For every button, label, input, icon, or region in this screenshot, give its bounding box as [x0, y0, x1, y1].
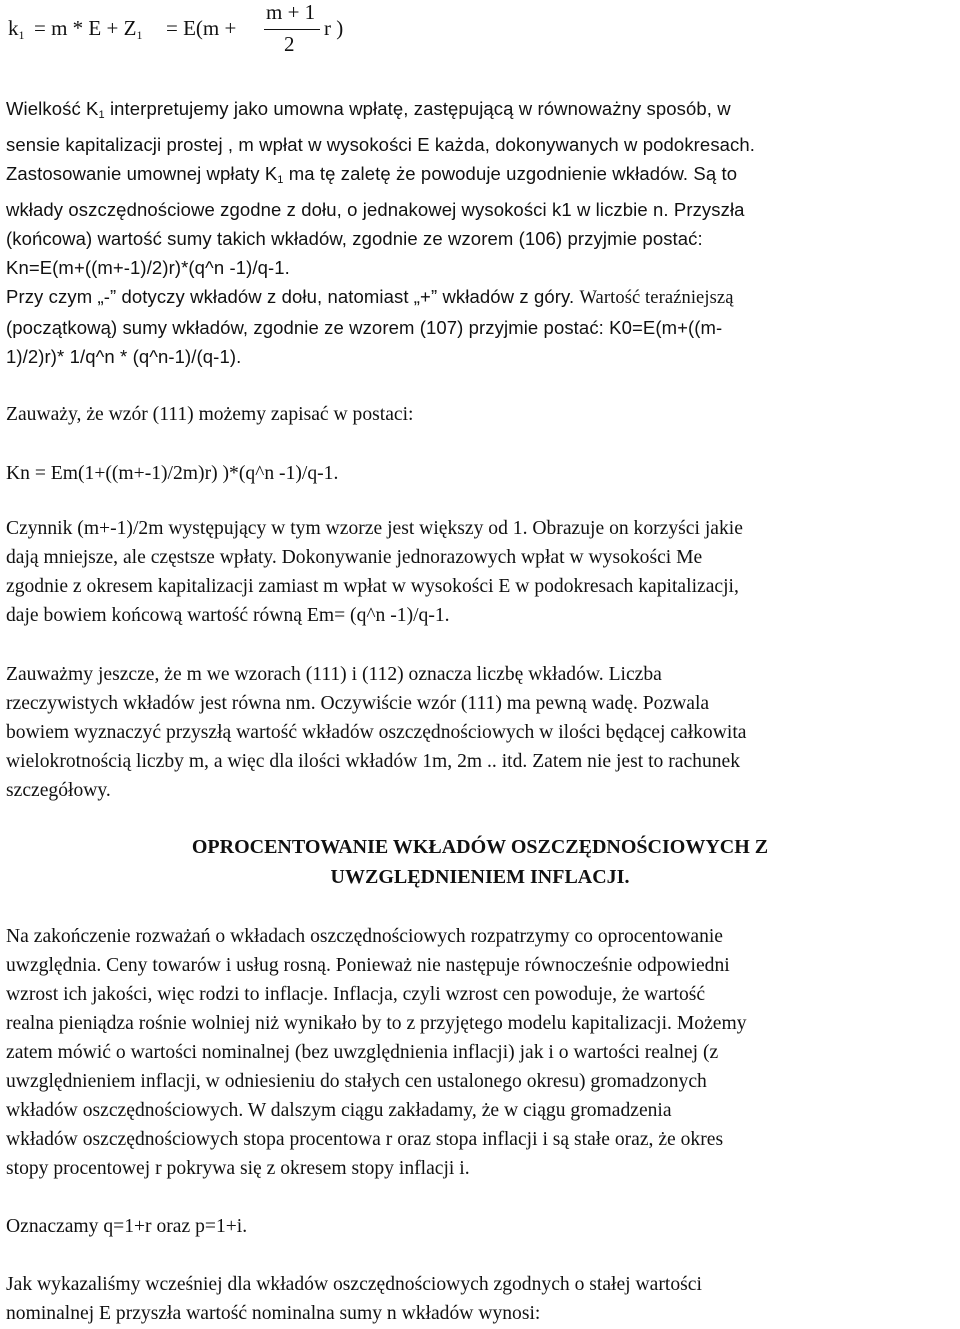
p5-line-2: rzeczywistych wkładów jest równa nm. Oczywiście wzór (111) ma pewną wadę. Pozwala — [6, 693, 710, 714]
p1-l7-a: Przy czym „-” dotyczy wkładów z dołu, natomiast „+” wkładów z góry. — [6, 286, 575, 307]
p5-line-5: szczegółowy. — [6, 780, 111, 801]
paragraph-czynnik — [6, 514, 956, 630]
p4-line-4: daje bowiem końcową wartość równą Em= (q^n -1)/q-1. — [6, 605, 450, 626]
formula-eq2: = E(m + — [166, 16, 237, 40]
formula-frac-denominator: 2 — [284, 32, 295, 56]
p1-line-8: (początkową) sumy wkładów, zgodnie ze wzorem (107) przyjmie postać: K0=E(m+((m- — [6, 317, 723, 338]
p1-line-6: Kn=E(m+((m+-1)/2)r)*(q^n -1)/q-1. — [6, 257, 290, 278]
heading-line-1: OPROCENTOWANIE WKŁADÓW OSZCZĘDNOŚCIOWYCH Z — [191, 836, 769, 858]
formula-k1 — [8, 0, 608, 62]
formula-frac-bar — [264, 29, 320, 30]
formula-eq1-text: = m * E + Z — [34, 16, 137, 40]
formula-frac-numerator: m + 1 — [266, 0, 316, 24]
formula-eq1 — [34, 16, 142, 43]
p1-line-2: sensie kapitalizacji prostej , m wpłat w wysokości E każda, dokonywanych w podokresach. — [6, 134, 756, 155]
p5-line-3: bowiem wyznaczyć przyszłą wartość wkładów oszczędnościowych w ilości będącej całkowita — [6, 722, 747, 743]
p6-line-6: uwzględnieniem inflacji, w odniesieniu do stałych cen ustalonego okresu) gromadzonych — [6, 1071, 707, 1092]
p1-line-5: (końcowa) wartość sumy takich wkładów, zgodnie ze wzorem (106) przyjmie postać: — [6, 228, 703, 249]
paragraph-zauwazmy — [6, 660, 956, 805]
p6-line-8: wkładów oszczędnościowych stopa procentowa r oraz stopa inflacji i są stałe oraz, że okres — [6, 1129, 724, 1150]
formula-z-sub: 1 — [136, 28, 143, 42]
p1-line-1 — [6, 94, 956, 130]
p4-line-2: dają mniejsze, ale częstsze wpłaty. Dokonywanie jednorazowych wpłat w wysokości Me — [6, 547, 703, 568]
p6-line-4: realna pieniądza rośnie wolniej niż wynikało by to z przyjętego modelu kapitalizacji. Możemy — [6, 1013, 747, 1034]
p5-line-4: wielokrotnością liczby m, a więc dla ilości wkładów 1m, 2m .. itd. Zatem nie jest to rachunek — [6, 751, 741, 772]
paragraph-jak-wykazalismy — [6, 1270, 956, 1328]
paragraph-wielkosc — [6, 94, 956, 371]
p6-line-7: wkładów oszczędnościowych. W dalszym ciągu zakładamy, że w ciągu gromadzenia — [6, 1100, 672, 1121]
formula-k-sub: 1 — [18, 28, 25, 42]
p1-line-7 — [6, 282, 956, 313]
paragraph-na-zakonczenie — [6, 922, 956, 1183]
formula-tail: r ) — [324, 16, 344, 40]
p1-l3-b: ma tę zaletę że powoduje uzgodnienie wkładów. Są to — [283, 163, 738, 184]
p1-line-9: 1)/2)r)* 1/q^n * (q^n-1)/(q-1). — [6, 346, 242, 367]
p1-l1-sub: 1 — [98, 109, 105, 121]
p4-line-1: Czynnik (m+-1)/2m występujący w tym wzorze jest większy od 1. Obrazuje on korzyści jakie — [6, 518, 743, 539]
p2-line-1: Zauważy, że wzór (111) możemy zapisać w postaci: — [6, 404, 414, 425]
formula-k-symbol: k — [8, 16, 19, 40]
p1-l1-b: interpretujemy jako umowna wpłatę, zastępującą w równoważny sposób, w — [104, 98, 731, 119]
p1-line-4 — [6, 195, 956, 224]
p1-l4-a: wkłady oszczędnościowe zgodne z dołu, o jednakowej wysokości k1 w liczbie n. — [6, 199, 669, 220]
p1-l3-a: Zastosowanie umownej wpłaty K — [6, 163, 278, 184]
p6-line-9: stopy procentowej r pokrywa się z okresem stopy inflacji i. — [6, 1158, 470, 1179]
p3-line-1: Kn = Em(1+((m+-1)/2m)r) )*(q^n -1)/q-1. — [6, 463, 339, 484]
p1-l3-sub: 1 — [277, 174, 284, 186]
heading-line-2: UWZGLĘDNIENIEM INFLACJI. — [330, 866, 630, 888]
p5-line-1: Zauważmy jeszcze, że m we wzorach (111) i (112) oznacza liczbę wkładów. Liczba — [6, 664, 662, 685]
paragraph-oznaczamy — [6, 1212, 956, 1241]
p8-line-2: nominalnej E przyszła wartość nominalna sumy n wkładów wynosi: — [6, 1303, 541, 1324]
paragraph-zauwazy — [6, 400, 956, 429]
p1-l7-b: Wartość teraźniejszą — [579, 288, 734, 308]
p8-line-1: Jak wykazaliśmy wcześniej dla wkładów oszczędnościowych zgodnych o stałej wartości — [6, 1274, 702, 1295]
paragraph-kn-formula — [6, 459, 956, 488]
p1-l4-b: Przyszła — [673, 199, 745, 220]
formula-k — [8, 16, 25, 43]
p1-l1-a: Wielkość K — [6, 98, 99, 119]
p6-line-2: uwzględnia. Ceny towarów i usług rosną. Ponieważ nie następuje równocześnie odpowiedni — [6, 955, 730, 976]
p6-line-1: Na zakończenie rozważań o wkładach oszczędnościowych rozpatrzymy co oprocentowanie — [6, 926, 724, 947]
p6-line-3: wzrost ich jakości, więc rodzi to inflacje. Inflacja, czyli wzrost cen powoduje, że wartość — [6, 984, 706, 1005]
p7-line-1: Oznaczamy q=1+r oraz p=1+i. — [6, 1216, 248, 1237]
p4-line-3: zgodnie z okresem kapitalizacji zamiast m wpłat w wysokości E w podokresach kapitalizacji, — [6, 576, 739, 597]
p1-line-3 — [6, 159, 956, 195]
section-heading — [0, 832, 960, 892]
p6-line-5: zatem mówić o wartości nominalnej (bez uwzględnienia inflacji) jak i o wartości realnej (z — [6, 1042, 719, 1063]
